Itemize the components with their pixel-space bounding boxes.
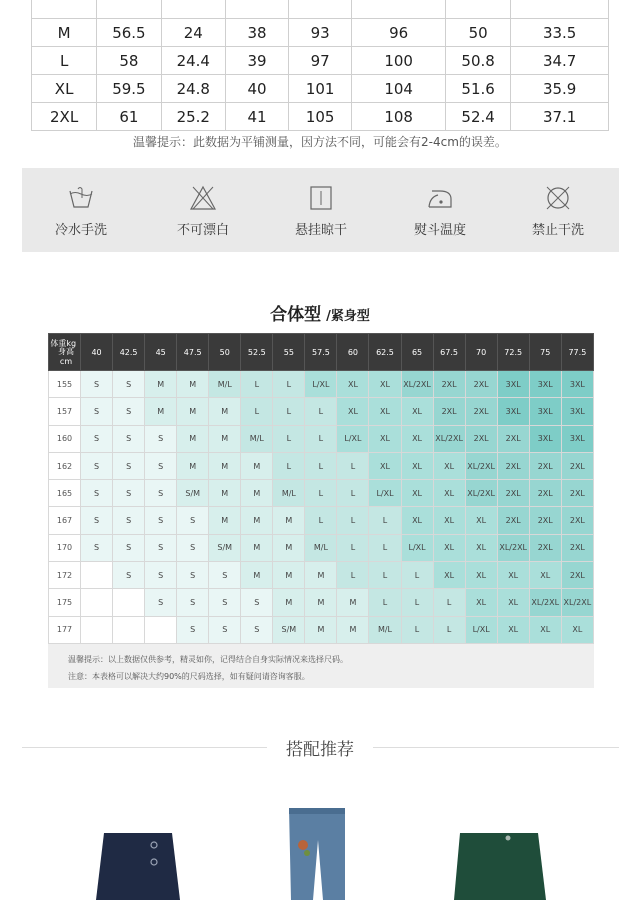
size-label: XL xyxy=(32,75,97,103)
care-label: 冷水手洗 xyxy=(54,223,107,238)
size-value: 105 xyxy=(289,103,352,131)
fit-cell: M xyxy=(209,480,241,507)
fit-row xyxy=(49,452,594,479)
fit-cell: M/L xyxy=(241,425,273,452)
fit-cell: L xyxy=(337,452,369,479)
fit-cell: S/M xyxy=(209,534,241,561)
size-value: 56.5 xyxy=(97,19,161,47)
fit-cell: XL xyxy=(433,534,465,561)
fit-row xyxy=(49,507,594,534)
fit-cell xyxy=(81,562,113,589)
size-label: M xyxy=(32,19,97,47)
fit-cell: S xyxy=(113,562,145,589)
fit-notes xyxy=(48,644,594,688)
fit-cell xyxy=(113,616,145,643)
fit-note-1: 温馨提示：以上数据仅供参考，精灵如你，记得结合自身实际情况来选择尺码。 xyxy=(68,655,348,664)
care-instructions xyxy=(22,168,619,252)
fit-cell: S xyxy=(241,616,273,643)
fit-cell: XL xyxy=(433,562,465,589)
fit-cell: L xyxy=(337,534,369,561)
fit-cell: 3XL xyxy=(497,371,529,398)
fit-cell: S xyxy=(113,480,145,507)
height-label: 165 xyxy=(49,480,81,507)
fit-cell: 3XL xyxy=(529,425,561,452)
fit-cell: M xyxy=(177,371,209,398)
care-item-iron xyxy=(385,168,495,252)
fit-cell: XL/2XL xyxy=(433,425,465,452)
fit-chart-title xyxy=(0,300,640,325)
fit-cell: S xyxy=(145,452,177,479)
fit-cell: 2XL xyxy=(529,507,561,534)
fit-cell: L xyxy=(241,371,273,398)
fit-cell: XL xyxy=(497,562,529,589)
size-value: 100 xyxy=(352,47,446,75)
care-label: 禁止干洗 xyxy=(531,223,584,238)
fit-cell: S xyxy=(81,452,113,479)
size-value: 24 xyxy=(161,19,225,47)
fit-cell: M xyxy=(241,507,273,534)
fit-cell: XL xyxy=(337,398,369,425)
size-value: 38 xyxy=(225,19,288,47)
height-label: 162 xyxy=(49,452,81,479)
fit-cell: M xyxy=(273,507,305,534)
fit-cell: S xyxy=(145,507,177,534)
weight-header: 47.5 xyxy=(177,334,209,371)
fit-cell: S xyxy=(145,562,177,589)
fit-cell: L xyxy=(241,398,273,425)
weight-header: 52.5 xyxy=(241,334,273,371)
size-value xyxy=(97,0,161,19)
size-row xyxy=(32,103,609,131)
weight-header: 75 xyxy=(529,334,561,371)
fit-cell: 2XL xyxy=(465,425,497,452)
fit-cell: XL xyxy=(369,425,401,452)
care-item-hang-dry xyxy=(266,168,376,252)
fit-cell: XL/2XL xyxy=(465,480,497,507)
divider-left xyxy=(22,747,267,748)
height-label: 160 xyxy=(49,425,81,452)
fit-row xyxy=(49,616,594,643)
size-value: 34.7 xyxy=(511,47,609,75)
fit-cell: XL/2XL xyxy=(497,534,529,561)
fit-cell: 2XL xyxy=(529,480,561,507)
cold-wash-icon xyxy=(67,185,95,211)
size-value: 93 xyxy=(289,19,352,47)
fit-cell: S xyxy=(113,452,145,479)
fit-cell: S xyxy=(177,589,209,616)
fit-cell: S xyxy=(209,616,241,643)
fit-cell: S xyxy=(113,534,145,561)
fit-cell: XL xyxy=(561,616,593,643)
fit-cell: XL xyxy=(369,398,401,425)
fit-cell: S xyxy=(177,534,209,561)
fit-cell: S xyxy=(81,425,113,452)
fit-cell: S/M xyxy=(273,616,305,643)
fit-cell: S xyxy=(177,562,209,589)
fit-cell: 2XL xyxy=(497,452,529,479)
fit-cell: 3XL xyxy=(529,371,561,398)
height-label: 170 xyxy=(49,534,81,561)
fit-cell xyxy=(81,616,113,643)
fit-cell: 2XL xyxy=(561,480,593,507)
size-value: 35.9 xyxy=(511,75,609,103)
fit-cell: S xyxy=(241,589,273,616)
no-bleach-icon xyxy=(189,185,217,211)
fit-size-chart xyxy=(48,333,594,644)
fit-cell: L xyxy=(305,507,337,534)
fit-cell: S xyxy=(81,507,113,534)
fit-cell: XL xyxy=(369,371,401,398)
fit-row xyxy=(49,371,594,398)
fit-cell: S xyxy=(81,480,113,507)
fit-cell: L xyxy=(369,562,401,589)
fit-cell: S xyxy=(177,616,209,643)
size-value xyxy=(225,0,288,19)
fit-cell xyxy=(81,589,113,616)
weight-header: 77.5 xyxy=(561,334,593,371)
fit-cell: L/XL xyxy=(305,371,337,398)
fit-cell: XL xyxy=(401,398,433,425)
size-value xyxy=(511,0,609,19)
fit-cell: 2XL xyxy=(497,507,529,534)
fit-cell: L xyxy=(369,534,401,561)
hang-dry-icon xyxy=(307,185,335,211)
fit-cell: L xyxy=(433,589,465,616)
care-label: 悬挂晾干 xyxy=(294,223,347,238)
fit-cell: L/XL xyxy=(369,480,401,507)
fit-cell: M xyxy=(305,616,337,643)
size-value: 58 xyxy=(97,47,161,75)
weight-header: 60 xyxy=(337,334,369,371)
size-value xyxy=(445,0,510,19)
product-navy-skirt[interactable] xyxy=(92,800,184,900)
fit-row xyxy=(49,589,594,616)
fit-cell: XL xyxy=(529,562,561,589)
fit-cell: L xyxy=(401,616,433,643)
product-embroidered-jeans[interactable] xyxy=(283,800,353,900)
fit-row xyxy=(49,562,594,589)
fit-cell: M xyxy=(273,562,305,589)
height-label: 175 xyxy=(49,589,81,616)
fit-cell: XL xyxy=(401,452,433,479)
weight-header: 45 xyxy=(145,334,177,371)
size-value: 37.1 xyxy=(511,103,609,131)
fit-cell: S xyxy=(145,425,177,452)
fit-cell: S xyxy=(145,589,177,616)
fit-cell: M xyxy=(241,480,273,507)
fit-cell: 2XL xyxy=(561,562,593,589)
fit-cell: XL xyxy=(401,425,433,452)
fit-cell: XL/2XL xyxy=(465,452,497,479)
height-label: 177 xyxy=(49,616,81,643)
height-label: 157 xyxy=(49,398,81,425)
size-value: 108 xyxy=(352,103,446,131)
fit-cell: 3XL xyxy=(561,425,593,452)
fit-cell: 2XL xyxy=(497,425,529,452)
fit-cell: L xyxy=(305,398,337,425)
fit-cell: M xyxy=(209,425,241,452)
fit-cell: S xyxy=(145,480,177,507)
fit-row xyxy=(49,480,594,507)
fit-cell: 2XL xyxy=(465,371,497,398)
care-item-cold-wash xyxy=(26,168,136,252)
weight-header: 67.5 xyxy=(433,334,465,371)
measurement-tip: 温馨提示：此数据为平铺测量，因方法不同，可能会有2-4cm的误差。 xyxy=(133,135,507,149)
fit-cell xyxy=(145,616,177,643)
fit-cell: M xyxy=(241,534,273,561)
size-value xyxy=(289,0,352,19)
fit-cell: XL xyxy=(465,589,497,616)
fit-cell xyxy=(113,589,145,616)
fit-cell: M xyxy=(177,425,209,452)
fit-cell: M xyxy=(145,398,177,425)
fit-cell: L xyxy=(273,371,305,398)
care-item-no-bleach xyxy=(148,168,258,252)
fit-cell: L xyxy=(337,507,369,534)
fit-cell: L xyxy=(369,507,401,534)
fit-cell: M xyxy=(273,534,305,561)
fit-cell: XL xyxy=(433,480,465,507)
fit-cell: XL xyxy=(369,452,401,479)
no-dryclean-icon xyxy=(544,185,572,211)
size-row xyxy=(32,75,609,103)
weight-header: 57.5 xyxy=(305,334,337,371)
size-label: L xyxy=(32,47,97,75)
weight-header: 65 xyxy=(401,334,433,371)
fit-cell: L/XL xyxy=(337,425,369,452)
fit-cell: M xyxy=(209,452,241,479)
weight-header: 50 xyxy=(209,334,241,371)
size-value: 51.6 xyxy=(445,75,510,103)
fit-cell: XL xyxy=(401,480,433,507)
weight-header: 62.5 xyxy=(369,334,401,371)
fit-cell: 2XL xyxy=(497,480,529,507)
fit-cell: 2XL xyxy=(529,452,561,479)
fit-cell: 2XL xyxy=(561,534,593,561)
fit-cell: S xyxy=(209,589,241,616)
fit-cell: XL xyxy=(497,589,529,616)
fit-cell: S xyxy=(113,398,145,425)
fit-cell: XL xyxy=(401,507,433,534)
divider-right xyxy=(373,747,619,748)
fit-cell: L xyxy=(401,562,433,589)
fit-cell: XL xyxy=(529,616,561,643)
size-value: 24.4 xyxy=(161,47,225,75)
fit-cell: M xyxy=(241,562,273,589)
size-value: 104 xyxy=(352,75,446,103)
size-label: 2XL xyxy=(32,103,97,131)
fit-cell: M xyxy=(273,589,305,616)
fit-cell: S xyxy=(81,398,113,425)
fit-cell: XL xyxy=(433,507,465,534)
recommend-section xyxy=(0,735,640,760)
size-value: 33.5 xyxy=(511,19,609,47)
fit-cell: M xyxy=(209,507,241,534)
fit-cell: M xyxy=(305,589,337,616)
fit-cell: L xyxy=(305,452,337,479)
fit-cell: S xyxy=(177,507,209,534)
size-table xyxy=(31,0,609,131)
header-corner xyxy=(49,334,81,371)
fit-cell: 2XL xyxy=(561,507,593,534)
fit-cell: M xyxy=(305,562,337,589)
size-value: 59.5 xyxy=(97,75,161,103)
size-value xyxy=(161,0,225,19)
fit-cell: 3XL xyxy=(497,398,529,425)
size-value: 25.2 xyxy=(161,103,225,131)
fit-cell: M/L xyxy=(369,616,401,643)
size-value: 97 xyxy=(289,47,352,75)
fit-cell: XL xyxy=(465,507,497,534)
care-label: 熨斗温度 xyxy=(413,223,466,238)
fit-cell: M xyxy=(241,452,273,479)
fit-cell: 2XL xyxy=(433,398,465,425)
size-value: 41 xyxy=(225,103,288,131)
fit-title-main: 合体型 xyxy=(270,305,322,325)
size-label xyxy=(32,0,97,19)
fit-note-2: 注意：本表格可以解决大约90%的尺码选择，如有疑问请咨询客服。 xyxy=(68,672,310,681)
fit-cell: L xyxy=(305,480,337,507)
fit-cell: L/XL xyxy=(465,616,497,643)
size-value: 50 xyxy=(445,19,510,47)
header-weight: 体重kg xyxy=(50,339,77,348)
fit-cell: XL xyxy=(497,616,529,643)
weight-header: 42.5 xyxy=(113,334,145,371)
fit-cell: XL/2XL xyxy=(401,371,433,398)
size-value: 24.8 xyxy=(161,75,225,103)
fit-cell: M/L xyxy=(305,534,337,561)
fit-cell: XL xyxy=(465,562,497,589)
fit-row xyxy=(49,534,594,561)
size-value: 52.4 xyxy=(445,103,510,131)
fit-cell: S xyxy=(113,371,145,398)
fit-cell: M xyxy=(209,398,241,425)
height-label: 167 xyxy=(49,507,81,534)
fit-cell: XL xyxy=(465,534,497,561)
size-row xyxy=(32,47,609,75)
header-height: 身高cm xyxy=(58,347,75,366)
fit-cell: L xyxy=(401,589,433,616)
button-icon xyxy=(506,836,511,841)
size-value: 96 xyxy=(352,19,446,47)
product-green-skirt[interactable] xyxy=(450,800,550,900)
fit-cell: XL xyxy=(337,371,369,398)
care-item-no-dryclean xyxy=(503,168,613,252)
fit-cell: M/L xyxy=(209,371,241,398)
weight-header: 40 xyxy=(81,334,113,371)
size-value xyxy=(352,0,446,19)
fit-cell: 2XL xyxy=(529,534,561,561)
size-value: 40 xyxy=(225,75,288,103)
fit-cell: L xyxy=(305,425,337,452)
size-value: 101 xyxy=(289,75,352,103)
fit-cell: 3XL xyxy=(561,398,593,425)
fit-cell: S xyxy=(209,562,241,589)
fit-cell: 2XL xyxy=(465,398,497,425)
fit-cell: M xyxy=(145,371,177,398)
fit-cell: S/M xyxy=(177,480,209,507)
fit-cell: XL/2XL xyxy=(561,589,593,616)
fit-cell: S xyxy=(113,507,145,534)
fit-cell: L xyxy=(273,398,305,425)
fit-cell: L/XL xyxy=(401,534,433,561)
fit-row xyxy=(49,398,594,425)
weight-header: 70 xyxy=(465,334,497,371)
fit-cell: 2XL xyxy=(561,452,593,479)
height-label: 155 xyxy=(49,371,81,398)
fit-cell: L xyxy=(273,425,305,452)
fit-cell: XL xyxy=(433,452,465,479)
fit-cell: 3XL xyxy=(529,398,561,425)
fit-cell: M/L xyxy=(273,480,305,507)
fit-row xyxy=(49,425,594,452)
fit-cell: L xyxy=(273,452,305,479)
care-label: 不可漂白 xyxy=(176,223,229,238)
height-label: 172 xyxy=(49,562,81,589)
fit-cell: 3XL xyxy=(561,371,593,398)
size-row xyxy=(32,19,609,47)
fit-cell: S xyxy=(113,425,145,452)
size-value: 61 xyxy=(97,103,161,131)
recommend-heading: 搭配推荐 xyxy=(276,735,364,760)
size-row xyxy=(32,0,609,19)
size-value: 50.8 xyxy=(445,47,510,75)
fit-cell: M xyxy=(337,589,369,616)
fit-cell: M xyxy=(177,452,209,479)
fit-cell: M xyxy=(177,398,209,425)
fit-cell: S xyxy=(81,534,113,561)
iron-icon xyxy=(426,185,454,211)
fit-cell: L xyxy=(337,562,369,589)
weight-header: 72.5 xyxy=(497,334,529,371)
fit-cell: XL/2XL xyxy=(529,589,561,616)
fit-cell: M xyxy=(337,616,369,643)
fit-title-sub: /紧身型 xyxy=(326,309,370,324)
size-value: 39 xyxy=(225,47,288,75)
fit-cell: L xyxy=(337,480,369,507)
fit-cell: L xyxy=(369,589,401,616)
fit-cell: L xyxy=(433,616,465,643)
fit-cell: 2XL xyxy=(433,371,465,398)
fit-cell: S xyxy=(81,371,113,398)
fit-cell: S xyxy=(145,534,177,561)
weight-header: 55 xyxy=(273,334,305,371)
